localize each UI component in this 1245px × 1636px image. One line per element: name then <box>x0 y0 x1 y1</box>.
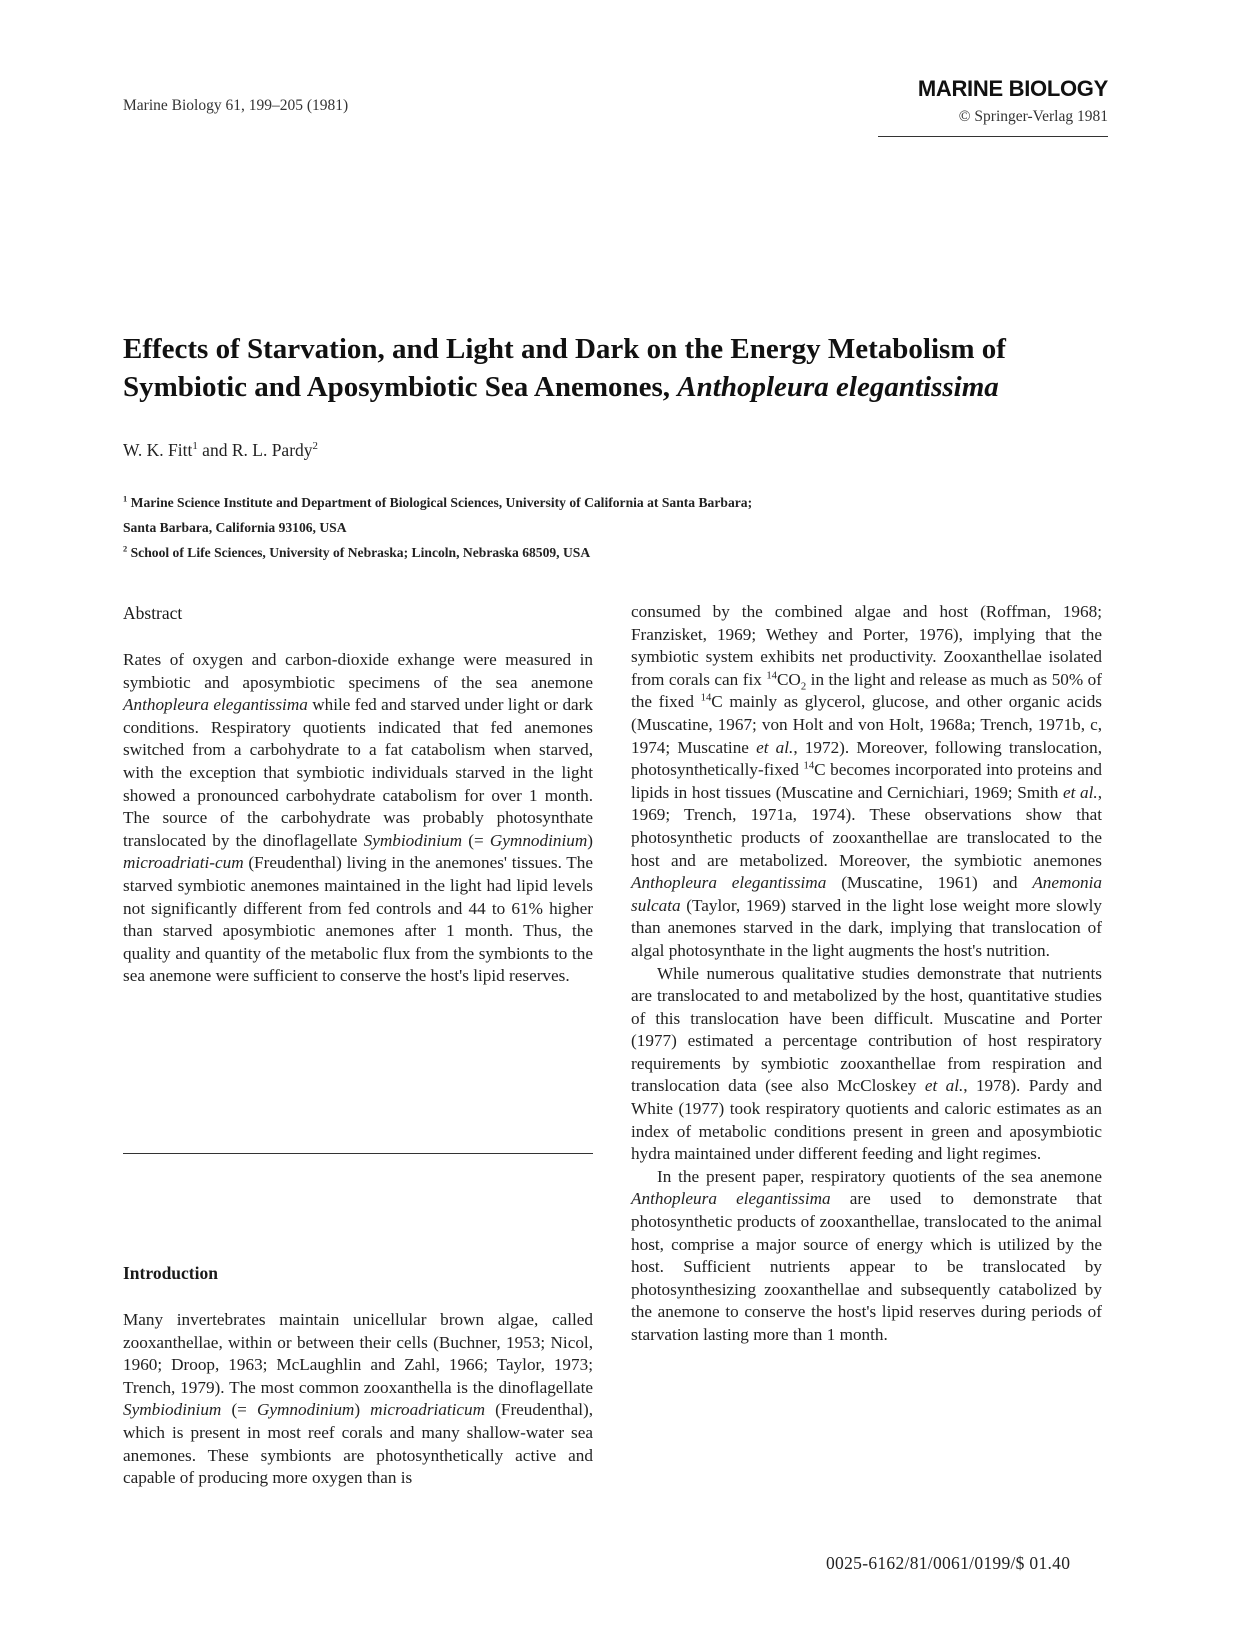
intro-epithet: microadriaticum <box>370 1400 486 1420</box>
author-2-mark: 2 <box>312 440 318 453</box>
body-run: CO <box>776 669 801 689</box>
intro-run: Many invertebrates maintain unicellular brown algae, called zooxanthellae, within or between their cells (Buchner, 1953; Nicol, 1960; Droop, 1963; McLaughlin and Zahl, 1966; Taylor, 1973; Trench, 1979). The most common zooxanthella is the dinoflagellate <box>123 1310 593 1397</box>
title-species: Anthopleura elegantissima <box>677 371 999 403</box>
journal-name: MARINE BIOLOGY <box>917 76 1108 101</box>
affiliation-1-line-1: Marine Science Institute and Department of Biological Sciences, University of California at Santa Barbara; <box>130 495 753 510</box>
body-run: C becomes incorporated into proteins and lipids in host tissues (Muscatine and Cernichiari, 1969; Smith <box>631 760 1103 802</box>
introduction-text <box>123 1309 593 1490</box>
introduction-paragraph <box>123 1309 593 1490</box>
isotope-mark: 14 <box>803 760 815 772</box>
abstract-paragraph <box>123 649 593 988</box>
journal-brand <box>878 78 1108 137</box>
abstract-run: (Freudenthal) living in the anemones' tissues. The starved symbiotic anemones maintained in the light had lipid levels not significantly different from fed controls and 44 to 61% higher than starved aposymbiotic anemones after 1 month. Thus, the quality and quantity of the metabolic flux from the symbionts to the sea anemone were sufficient to conserve the host's lipid reserves. <box>123 853 593 986</box>
right-paragraph-1 <box>631 601 1102 963</box>
affiliation-2 <box>123 540 1123 565</box>
affiliation-2-mark: 2 <box>123 543 128 554</box>
right-paragraph-3 <box>631 1166 1102 1347</box>
abstract-epithet: microadriati-cum <box>123 853 244 873</box>
author-conjunction: and <box>197 440 232 460</box>
affiliation-2-text: School of Life Sciences, University of Nebraska; Lincoln, Nebraska 68509, USA <box>130 545 591 560</box>
intro-genus: Symbiodinium <box>123 1400 222 1420</box>
body-run: , 1972). Moreover, following translocation, photosynthetically-fixed <box>631 737 1102 780</box>
introduction-heading: Introduction <box>123 1263 218 1283</box>
species-name: Anemonia sulcata <box>631 873 1103 915</box>
header-rule <box>878 136 1108 137</box>
isotope-mark: 14 <box>700 692 712 704</box>
intro-genus-synonym: Gymnodinium <box>256 1400 355 1420</box>
body-run: In the present paper, respiratory quotients of the sea anemone <box>657 1166 1102 1186</box>
subscript: 2 <box>800 681 807 693</box>
affiliation-1-line-2: Santa Barbara, California 93106, USA <box>123 520 347 535</box>
body-run: are used to demonstrate that photosynthetic products of zooxanthellae, translocated to the animal host, comprise a major source of energy which is utilized by the host. Sufficient nutrients appear to be translocated by photosynthesizing zooxanthellae and subsequently catabolized by the anemone to conserve the host's lipid reserves during periods of starvation lasting more than 1 month. <box>631 1189 1102 1344</box>
species-name: Anthopleura elegantissima <box>631 1189 831 1209</box>
affiliation-1-mark: 1 <box>123 493 128 504</box>
intro-run: ) <box>354 1400 371 1420</box>
author-1: W. K. Fitt <box>123 440 193 460</box>
affiliations <box>123 490 1123 565</box>
abstract-run: Rates of oxygen and carbon-dioxide exhange were measured in symbiotic and aposymbiotic specimens of the sea anemone <box>123 650 593 692</box>
abstract-run: while fed and starved under light or dark conditions. Respiratory quotients indicated that fed anemones switched from a carbohydrate to a fat catabolism when starved, with the exception that symbiotic individuals starved in the light showed a pronounced carbohydrate catabolism for over 1 month. The source of the carbohydrate was probably photosynthate translocated by the dinoflagellate <box>123 695 593 850</box>
abstract-species: Anthopleura elegantissima <box>123 695 308 715</box>
body-run: , 1969; Trench, 1971a, 1974). These observations show that photosynthetic products of zooxanthellae are translocated to the host and are metabolized. Moreover, the symbiotic anemones <box>631 782 1102 870</box>
body-run: in the light and release as much as 50% of the fixed <box>631 669 1102 712</box>
body-run: (Muscatine, 1961) and <box>826 873 1033 893</box>
right-column <box>631 601 1102 1347</box>
right-paragraph-2 <box>631 963 1102 1166</box>
author-2: R. L. Pardy <box>231 440 313 460</box>
author-list <box>123 440 318 461</box>
abstract-heading: Abstract <box>123 603 183 623</box>
abstract-genus-synonym: Gymnodinium <box>489 830 588 850</box>
paper-title <box>123 330 1123 406</box>
et-al: et al. <box>1062 782 1098 802</box>
et-al: et al. <box>924 1076 964 1096</box>
body-run: (Taylor, 1969) starved in the light lose weight more slowly than anemones starved in the dark, implying that translocation of algal photosynthate in the light augments the host's nutrition. <box>631 895 1102 960</box>
publisher-copyright: © Springer-Verlag 1981 <box>958 108 1108 125</box>
abstract-genus: Symbiodinium <box>363 830 462 850</box>
intro-run: (= <box>221 1400 257 1420</box>
abstract-divider <box>123 1153 593 1154</box>
affiliation-1 <box>123 490 1123 515</box>
body-run: , 1978). Pardy and White (1977) took respiratory quotients and caloric estimates as an index of metabolic conditions present in green and aposymbiotic hydra maintained under different feeding and light regimes. <box>631 1076 1102 1164</box>
running-header-citation: Marine Biology 61, 199–205 (1981) <box>123 97 349 114</box>
title-main: Effects of Starvation, and Light and Dark on the Energy Metabolism of Symbiotic and Aposymbiotic Sea Anemones, <box>123 333 1006 403</box>
body-run: consumed by the combined algae and host (Roffman, 1968; Franzisket, 1969; Wethey and Porter, 1976), implying that the symbiotic system exhibits net productivity. Zooxanthellae isolated from corals can fix <box>631 602 1102 689</box>
body-run: While numerous qualitative studies demonstrate that nutrients are translocated to and metabolized by the host, quantitative studies of this translocation have been difficult. Muscatine and Porter (1977) estimated a percentage contribution of host respiratory requirements by symbiotic zooxanthellae from respiration and translocation data (see also McCloskey <box>631 963 1102 1096</box>
et-al: et al. <box>756 737 794 757</box>
abstract-run: ) <box>587 830 593 850</box>
isotope-mark: 14 <box>766 670 777 682</box>
intro-run: (Freudenthal), which is present in most reef corals and many shallow-water sea anemones. These symbionts are photosynthetically active and capable of producing more oxygen than is <box>123 1400 593 1488</box>
article-code: 0025-6162/81/0061/0199/$ 01.40 <box>826 1553 1071 1573</box>
species-name: Anthopleura elegantissima <box>631 873 827 893</box>
author-1-mark: 1 <box>192 440 198 453</box>
abstract-text <box>123 649 593 988</box>
abstract-run: (= <box>461 830 490 850</box>
body-run: C mainly as glycerol, glucose, and other organic acids (Muscatine, 1967; von Holt and von Holt, 1968a; Trench, 1971b, c, 1974; Muscatine <box>631 692 1102 757</box>
